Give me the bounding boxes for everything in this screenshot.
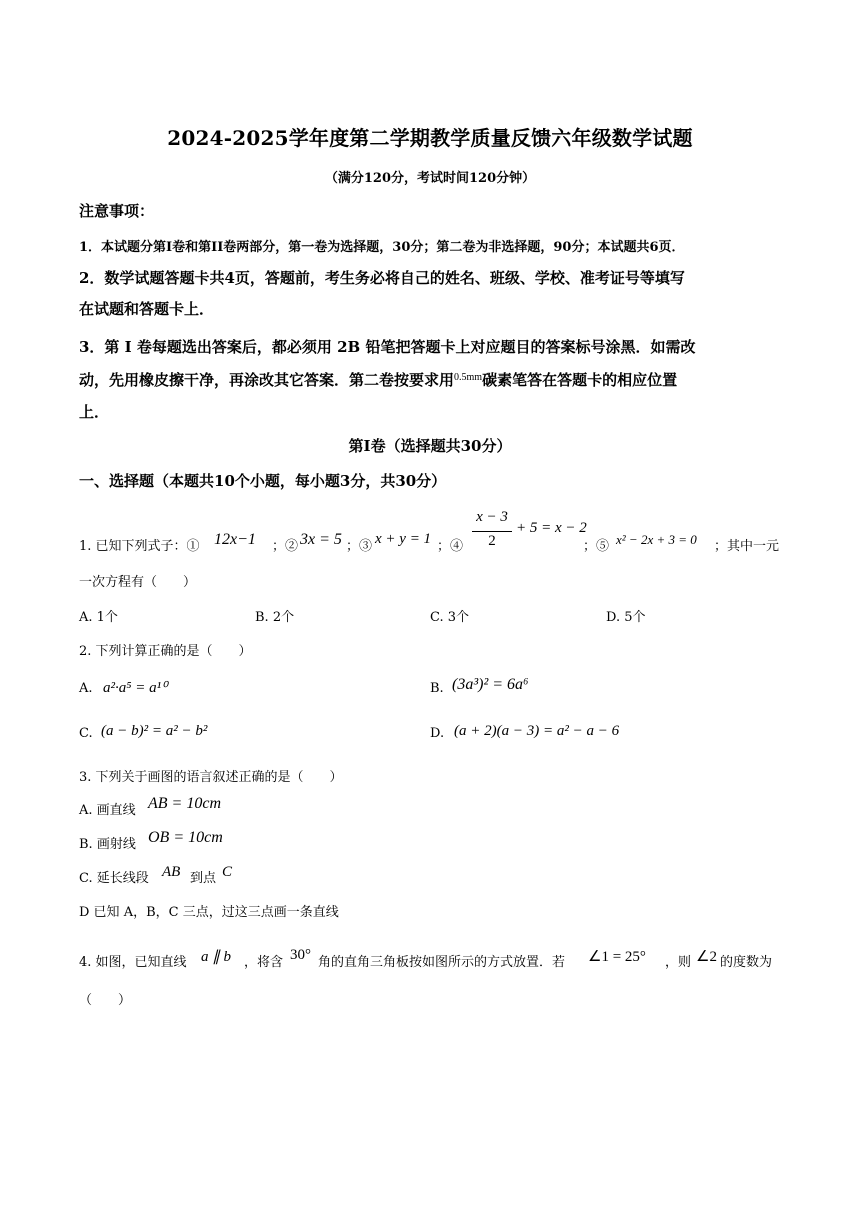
- q2-option-c-expr: (a − b)² = a² − b²: [101, 723, 208, 739]
- q1-sep-2: ；②: [272, 539, 299, 554]
- pen-size-label: 0.5mm: [454, 372, 483, 383]
- q1-option-d: D. 5个: [606, 610, 646, 625]
- note-item-1: 1．本试题分第I卷和第II卷两部分，第一卷为选择题，30分；第二卷为非选择题，90分；本试题共6页．: [79, 240, 685, 255]
- q4-text-e: 的度数为: [720, 955, 773, 970]
- page-subtitle: （满分120分，考试时间120分钟）: [324, 171, 536, 186]
- section-heading: 第I卷（选择题共30分）: [348, 437, 512, 455]
- q4-text-d: ，则: [665, 955, 692, 970]
- q4-text-b: ，将含: [244, 955, 284, 970]
- q1-intro: 1. 已知下列式子：①: [79, 539, 200, 554]
- page-title: 2024-2025学年度第二学期教学质量反馈六年级数学试题: [167, 126, 693, 150]
- q3-option-a-text: A. 画直线: [79, 803, 136, 818]
- note-item-3-line-3: 上．: [79, 403, 110, 421]
- q3-option-c-expr: AB: [162, 864, 181, 880]
- q3-option-b-expr: OB = 10cm: [148, 829, 223, 846]
- q1-expr-4-rest: + 5 = x − 2: [516, 520, 587, 536]
- q3-option-c-text-2: 到点: [190, 871, 217, 886]
- q2-stem: 2. 下列计算正确的是（ ）: [79, 644, 252, 659]
- q1-fraction-numerator: x − 3: [476, 509, 508, 525]
- q1-fraction-bar: [472, 531, 512, 532]
- note-item-3-line-2: [79, 369, 677, 390]
- q1-expr-5: x² − 2x + 3 = 0: [616, 532, 697, 547]
- q1-line-2: 一次方程有（ ）: [79, 575, 197, 590]
- note-item-2-line-1: 2．数学试题答题卡共4页，答题前，考生务必将自己的姓名、班级、学校、准考证号等填写: [79, 269, 685, 287]
- q2-option-a-label: A.: [79, 681, 93, 696]
- q3-option-c-text: C. 延长线段: [79, 871, 149, 886]
- q2-option-d-expr: (a + 2)(a − 3) = a² − a − 6: [454, 723, 620, 739]
- note-item-3-line-1: 3．第 I 卷每题选出答案后，都必须用 2B 铅笔把答题卡上对应题目的答案标号涂黑．如需改: [79, 338, 696, 356]
- notes-heading: 注意事项：: [79, 202, 155, 220]
- q1-sep-5: ；⑤: [583, 539, 610, 554]
- q4-expr-angle-2: ∠2: [696, 949, 717, 965]
- q1-option-c: C. 3个: [430, 610, 470, 625]
- q1-expr-3: x + y = 1: [375, 531, 432, 547]
- q3-option-a-expr: AB = 10cm: [148, 795, 221, 812]
- q4-line-2: （ ）: [79, 993, 132, 1008]
- q4-expr-angle-1: ∠1 = 25°: [588, 949, 646, 965]
- q2-option-d-label: D.: [430, 726, 445, 741]
- q1-expr-1: 12x−1: [214, 531, 256, 548]
- q1-expr-2: 3x = 5: [300, 531, 342, 548]
- q3-option-b-text: B. 画射线: [79, 837, 136, 852]
- note-item-3-text-a: 动，先用橡皮擦干净，再涂改其它答案．第二卷按要求用: [79, 371, 455, 389]
- note-item-2-line-2: 在试题和答题卡上．: [79, 300, 215, 318]
- q4-expr-parallel: a ∥ b: [201, 949, 231, 965]
- q1-sep-4: ；④: [437, 539, 464, 554]
- q2-option-b-expr: (3a³)² = 6a⁶: [452, 676, 529, 693]
- q3-option-c-expr-2: C: [222, 864, 233, 880]
- q3-stem: 3. 下列关于画图的语言叙述正确的是（ ）: [79, 770, 343, 785]
- q1-option-a: A. 1个: [79, 610, 118, 625]
- part-heading: 一、选择题（本题共10个小题，每小题3分，共30分）: [79, 472, 447, 490]
- q2-option-c-label: C.: [79, 726, 93, 741]
- q1-option-b: B. 2个: [255, 610, 295, 625]
- note-item-3-text-b: 碳素笔答在答题卡的相应位置: [482, 371, 678, 389]
- q1-fraction-denominator: 2: [488, 533, 496, 549]
- q1-tail: ；其中一元: [714, 539, 780, 554]
- q2-option-a-expr: a²·a⁵ = a¹⁰: [103, 680, 168, 696]
- q2-option-b-label: B.: [430, 681, 444, 696]
- q1-sep-3: ；③: [346, 539, 373, 554]
- q4-text-a: 4. 如图，已知直线: [79, 955, 187, 970]
- q4-text-c: 角的直角三角板按如图所示的方式放置．若: [318, 955, 566, 970]
- q4-expr-angle-30: 30°: [290, 947, 311, 963]
- q3-option-d-text: D 已知 A，B，C 三点，过这三点画一条直线: [79, 905, 339, 920]
